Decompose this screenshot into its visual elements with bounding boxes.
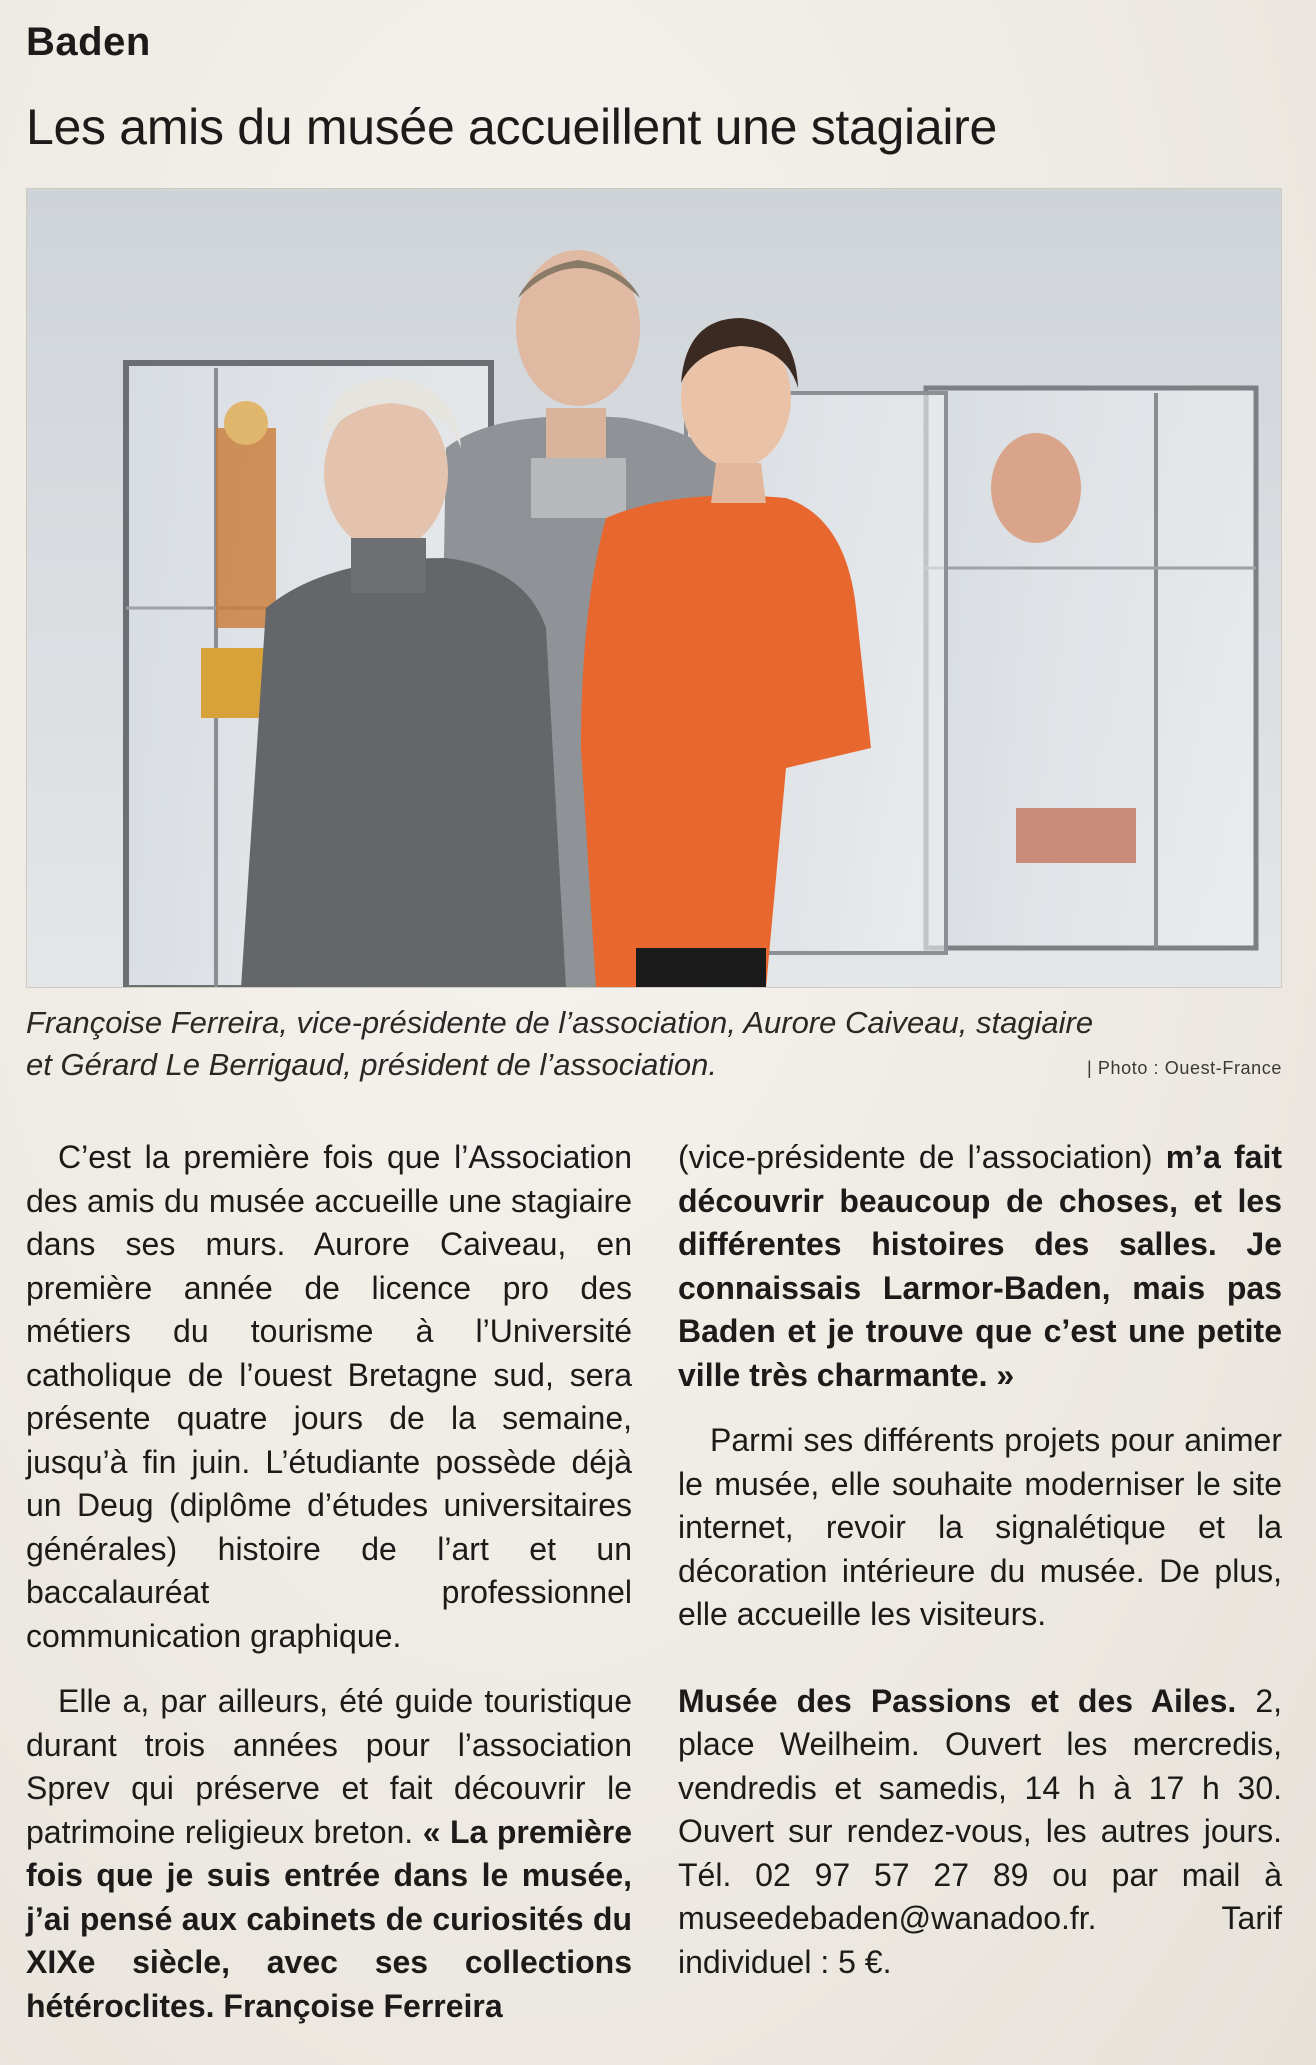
quote-part-2: m’a fait découvrir beaucoup de choses, et les différentes histoires des salles. Je connaissais Larmor-Baden, mais pas Baden et je trouve que c’est une petite ville très charmante. » [678, 1139, 1283, 1393]
right-display-case [926, 388, 1256, 948]
paragraph-projects: Parmi ses différents projets pour animer le musée, elle souhaite moderniser le site internet, revoir la signalétique et la décoration intérieure du musée. De plus, elle accueille les visiteurs. [678, 1422, 1282, 1632]
quote-part-1: « La première fois que je suis entrée dans le musée, j’ai pensé aux cabinets de curiosités du XIXe siècle, avec ses collections hétéroclites. Françoise Ferreira [26, 1813, 633, 2024]
text-column-right [678, 1136, 1282, 1984]
article-photo [26, 188, 1282, 988]
paragraph-intro: C’est la première fois que l’Association des amis du musée accueille une stagiaire dans ses murs. Aurore Caiveau, en première année de licence pro des métiers du tourisme à l’Université catholique de l’ouest Bretagne sud, sera présente quatre jours de la semaine, jusqu’à fin juin. L’étudiante possède déjà un Deug (diplôme d’études universitaires générales) histoire de l’art et un baccalauréat professionnel communication graphique. [26, 1139, 632, 1654]
photo-illustration [26, 188, 1282, 988]
museum-name: Musée des Passions et des Ailes. [678, 1682, 1237, 1719]
photo-credit: | Photo : Ouest-France [1087, 1058, 1282, 1078]
paragraph-quote-text: Elle a, par ailleurs, été guide touristique durant trois années pour l’association Sprev qui préserve et fait découvrir le patrimoine religieux breton. [26, 1683, 632, 1850]
paragraph-quote [26, 1680, 632, 2028]
section-label: Baden [26, 20, 151, 64]
museum-info [678, 1680, 1282, 1985]
caption-line-2: et Gérard Le Berrigaud, président de l’association. [26, 1047, 718, 1082]
caption-line-1: Françoise Ferreira, vice-présidente de l’association, Aurore Caiveau, stagiaire [26, 1005, 1094, 1040]
museum-details: 2, place Weilheim. Ouvert les mercredis, vendredis et samedis, 14 h à 17 h 30. Ouvert sur rendez-vous, les autres jours. Tél. 02 97 57 27 89 ou par mail à museedebaden@wanadoo.fr. Tarif individuel : 5 €. [678, 1682, 1282, 1980]
text-column-left [26, 1136, 632, 2028]
paragraph-quote-continued [678, 1136, 1282, 1397]
quote-attribution: (vice-présidente de l’association) [678, 1139, 1166, 1175]
headline: Les amis du musée accueillent une stagiaire [26, 99, 997, 155]
